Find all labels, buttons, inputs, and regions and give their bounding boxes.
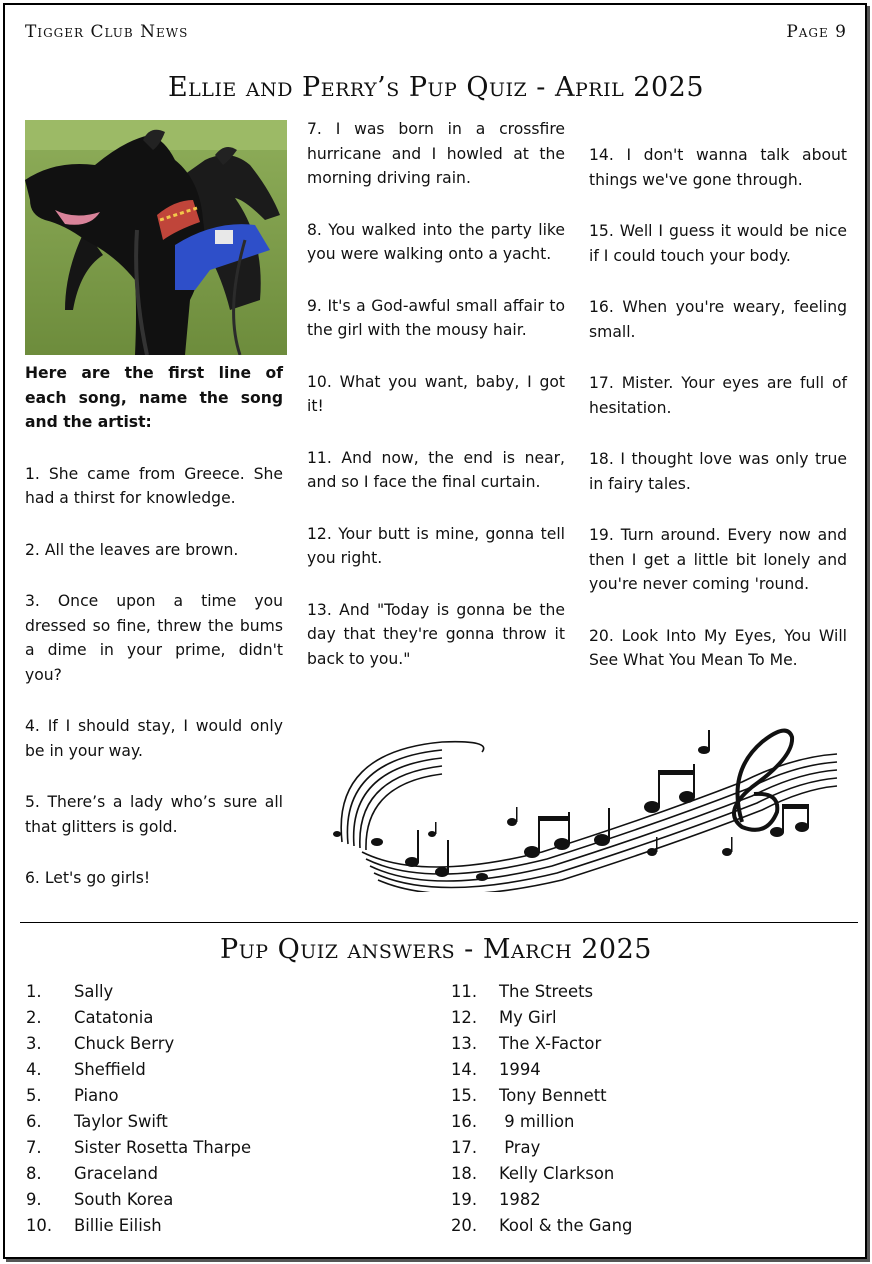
answer-text: Catatonia — [74, 1008, 154, 1027]
answer-row — [26, 1135, 406, 1161]
question-6: 6. Let's go girls! — [25, 869, 151, 887]
answer-number: 1. — [26, 982, 42, 1001]
answer-number: 6. — [26, 1112, 42, 1131]
answer-text: Billie Eilish — [74, 1216, 162, 1235]
question-2: 2. All the leaves are brown. — [25, 540, 239, 559]
greyhounds-photo — [25, 120, 287, 355]
answer-row — [26, 979, 406, 1005]
answer-row — [451, 1057, 831, 1083]
answer-number: 9. — [26, 1190, 42, 1209]
answers-column-2 — [451, 979, 831, 1239]
answer-row — [451, 1213, 831, 1239]
answer-row — [26, 1057, 406, 1083]
answer-number: 13. — [451, 1034, 478, 1053]
question-7: 7. I was born in a crossfire hurricane and I howled at the morning driving rain. — [307, 120, 565, 187]
answer-number: 17. — [451, 1138, 478, 1157]
answer-text: Tony Bennett — [499, 1086, 607, 1105]
question-10: 10. What you want, baby, I got it! — [307, 372, 565, 415]
question-9: 9. It's a God-awful small affair to the girl with the mousy hair. — [307, 296, 565, 339]
answer-number: 4. — [26, 1060, 42, 1079]
answer-row — [451, 979, 831, 1005]
answer-row — [26, 1187, 406, 1213]
answer-text: The Streets — [499, 982, 594, 1001]
answer-number: 5. — [26, 1086, 42, 1105]
answer-row — [451, 1187, 831, 1213]
answer-number: 10. — [26, 1216, 53, 1235]
answer-text: The X-Factor — [499, 1034, 602, 1053]
answer-row — [26, 1031, 406, 1057]
answer-text: Kool & the Gang — [499, 1216, 633, 1235]
question-5: 5. There’s a lady who’s sure all that glitters is gold. — [25, 793, 283, 836]
answer-number: 15. — [451, 1086, 478, 1105]
answer-text: 1994 — [499, 1060, 541, 1079]
answer-text: 1982 — [499, 1190, 541, 1209]
answer-number: 12. — [451, 1008, 478, 1027]
answer-row — [451, 1083, 831, 1109]
answer-row — [451, 1135, 831, 1161]
music-notes-illustration — [322, 712, 842, 892]
answer-text: 9 million — [499, 1112, 575, 1131]
answer-row — [26, 1005, 406, 1031]
question-1: 1. She came from Greece. She had a thirst for knowledge. — [25, 464, 283, 507]
answer-row — [451, 1161, 831, 1187]
answer-number: 19. — [451, 1190, 478, 1209]
answers-column-1 — [26, 979, 406, 1239]
answer-row — [451, 1005, 831, 1031]
question-8: 8. You walked into the party like you were walking onto a yacht. — [307, 220, 565, 263]
answer-row — [451, 1109, 831, 1135]
answer-number: 8. — [26, 1164, 42, 1183]
answer-number: 18. — [451, 1164, 478, 1183]
answer-text: Chuck Berry — [74, 1034, 175, 1053]
question-14: 14. I don't wanna talk about things we've gone through. — [589, 146, 847, 189]
answer-row — [26, 1083, 406, 1109]
answer-text: My Girl — [499, 1008, 557, 1027]
answer-text: South Korea — [74, 1190, 174, 1209]
question-19: 19. Turn around. Every now and then I get a little bit lonely and you're never coming 'round. — [589, 526, 847, 593]
answer-text: Sister Rosetta Tharpe — [74, 1138, 252, 1157]
answer-number: 3. — [26, 1034, 42, 1053]
answer-text: Pray — [499, 1138, 541, 1157]
question-3: 3. Once upon a time you dressed so fine, threw the bums a dime in your prime, didn't you? — [25, 592, 283, 684]
question-17: 17. Mister. Your eyes are full of hesitation. — [589, 374, 847, 417]
answer-number: 16. — [451, 1112, 478, 1131]
answer-number: 2. — [26, 1008, 42, 1027]
page-number: Page 9 — [786, 22, 847, 42]
answer-row — [26, 1161, 406, 1187]
newsletter-name: Tigger Club News — [25, 22, 189, 42]
section-divider — [20, 922, 858, 923]
question-15: 15. Well I guess it would be nice if I could touch your body. — [589, 222, 847, 265]
questions-column-3 — [589, 143, 847, 700]
question-13: 13. And "Today is gonna be the day that they're gonna throw it back to you." — [307, 600, 565, 668]
quiz-intro: Here are the first line of each song, name the song and the artist: — [25, 364, 283, 431]
answer-number: 20. — [451, 1216, 478, 1235]
question-4: 4. If I should stay, I would only be in your way. — [25, 717, 283, 760]
answer-number: 11. — [451, 982, 478, 1001]
question-20: 20. Look Into My Eyes, You Will See What You Mean To Me. — [589, 626, 847, 669]
question-16: 16. When you're weary, feeling small. — [589, 298, 847, 341]
answers-title: Pup Quiz answers - March 2025 — [220, 934, 652, 965]
answer-text: Taylor Swift — [74, 1112, 168, 1131]
answer-number: 14. — [451, 1060, 478, 1079]
answer-row — [26, 1213, 406, 1239]
answer-text: Sally — [74, 982, 114, 1001]
question-11: 11. And now, the end is near, and so I face the final curtain. — [307, 448, 565, 491]
question-18: 18. I thought love was only true in fairy tales. — [589, 450, 847, 493]
answer-text: Sheffield — [74, 1060, 146, 1079]
answer-text: Graceland — [74, 1164, 158, 1183]
questions-column-2 — [307, 117, 565, 698]
answer-text: Kelly Clarkson — [499, 1164, 615, 1183]
answer-row — [26, 1109, 406, 1135]
questions-column-1 — [25, 361, 283, 918]
answer-text: Piano — [74, 1086, 119, 1105]
quiz-title: Ellie and Perry’s Pup Quiz - April 2025 — [167, 72, 705, 103]
question-12: 12. Your butt is mine, gonna tell you right. — [307, 524, 565, 567]
answer-number: 7. — [26, 1138, 42, 1157]
answer-row — [451, 1031, 831, 1057]
